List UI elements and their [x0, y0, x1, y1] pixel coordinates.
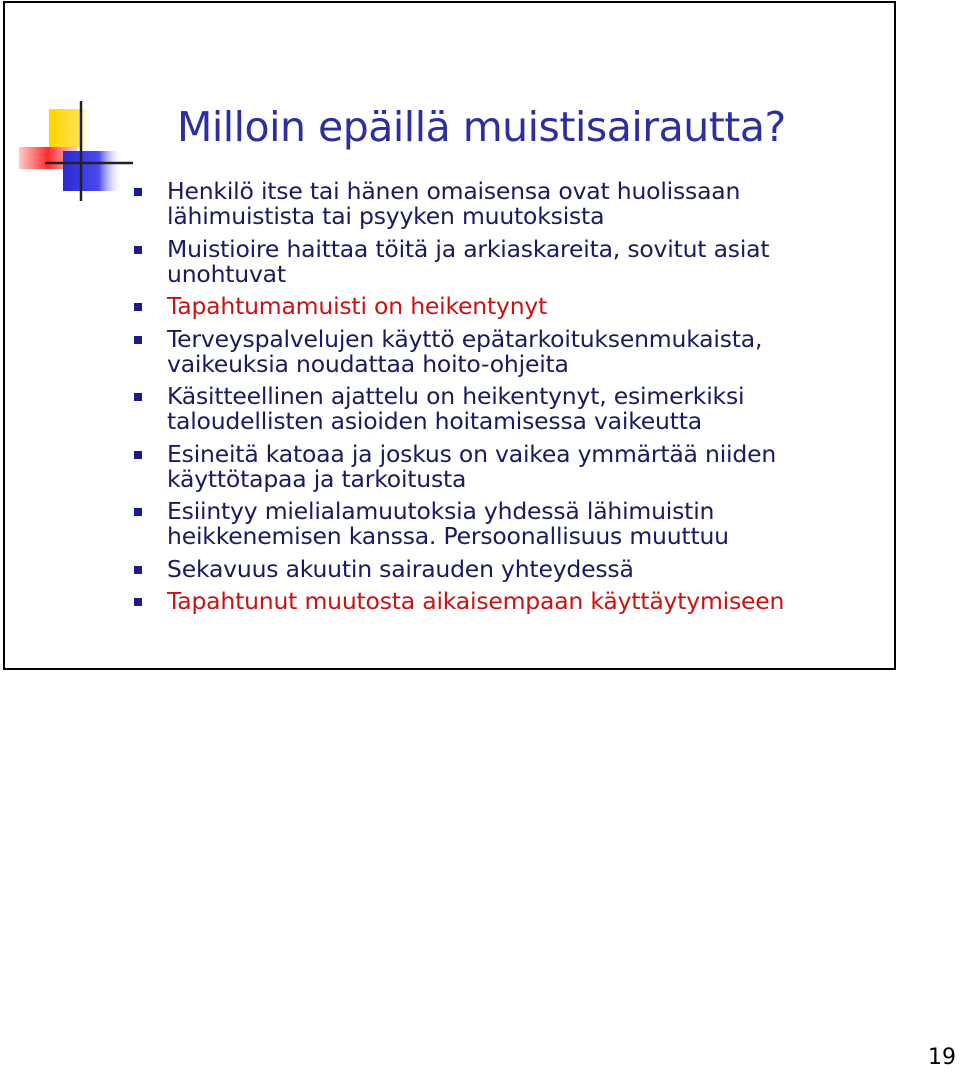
slide-title: Milloin epäillä muistisairautta? — [177, 103, 786, 151]
square-bullet-icon — [134, 451, 142, 459]
bullet-item-highlighted — [167, 589, 877, 614]
bullet-text: Henkilö itse tai hänen omaisensa ovat huolissaan lähimuistista tai psyyken muutoksista — [167, 177, 741, 230]
bullet-text: Tapahtumamuisti on heikentynyt — [167, 292, 548, 320]
square-bullet-icon — [134, 566, 142, 574]
bullet-text: Käsitteellinen ajattelu on heikentynyt, esimerkiksi taloudellisten asioiden hoitamisessa vaikeutta — [167, 382, 745, 435]
page-number: 19 — [928, 1045, 956, 1070]
bullet-text: Tapahtunut muutosta aikaisempaan käyttäytymiseen — [167, 587, 785, 615]
bullet-text: Muistioire haittaa töitä ja arkiaskareita, sovitut asiat unohtuvat — [167, 234, 770, 288]
bullet-text: Esineitä katoaa ja joskus on vaikea ymmärtää niiden käyttötapaa ja tarkoitusta — [167, 439, 777, 493]
square-bullet-icon — [134, 393, 142, 401]
bullet-item — [167, 179, 877, 229]
bullet-item — [167, 384, 877, 434]
bullet-item — [167, 439, 877, 493]
bullet-text: Sekavuus akuutin sairauden yhteydessä — [167, 554, 634, 583]
bullet-item — [167, 234, 877, 288]
bullet-text: Terveyspalvelujen käyttö epätarkoituksenmukaista, vaikeuksia noudattaa hoito-ohjeita — [167, 324, 763, 378]
square-bullet-icon — [134, 508, 142, 516]
bullet-item — [167, 499, 877, 549]
square-bullet-icon — [134, 246, 142, 254]
bullet-item — [167, 324, 877, 378]
bullet-item-highlighted — [167, 294, 877, 319]
bullet-list — [167, 179, 877, 622]
square-bullet-icon — [134, 188, 142, 196]
square-bullet-icon — [134, 598, 142, 606]
bullet-item — [167, 554, 877, 583]
square-bullet-icon — [134, 303, 142, 311]
bullet-text: Esiintyy mielialamuutoksia yhdessä lähimuistin heikkenemisen kanssa. Persoonallisuus muuttuu — [167, 497, 729, 550]
square-bullet-icon — [134, 336, 142, 344]
slide — [3, 1, 896, 670]
decorative-squares-logo — [15, 99, 135, 209]
